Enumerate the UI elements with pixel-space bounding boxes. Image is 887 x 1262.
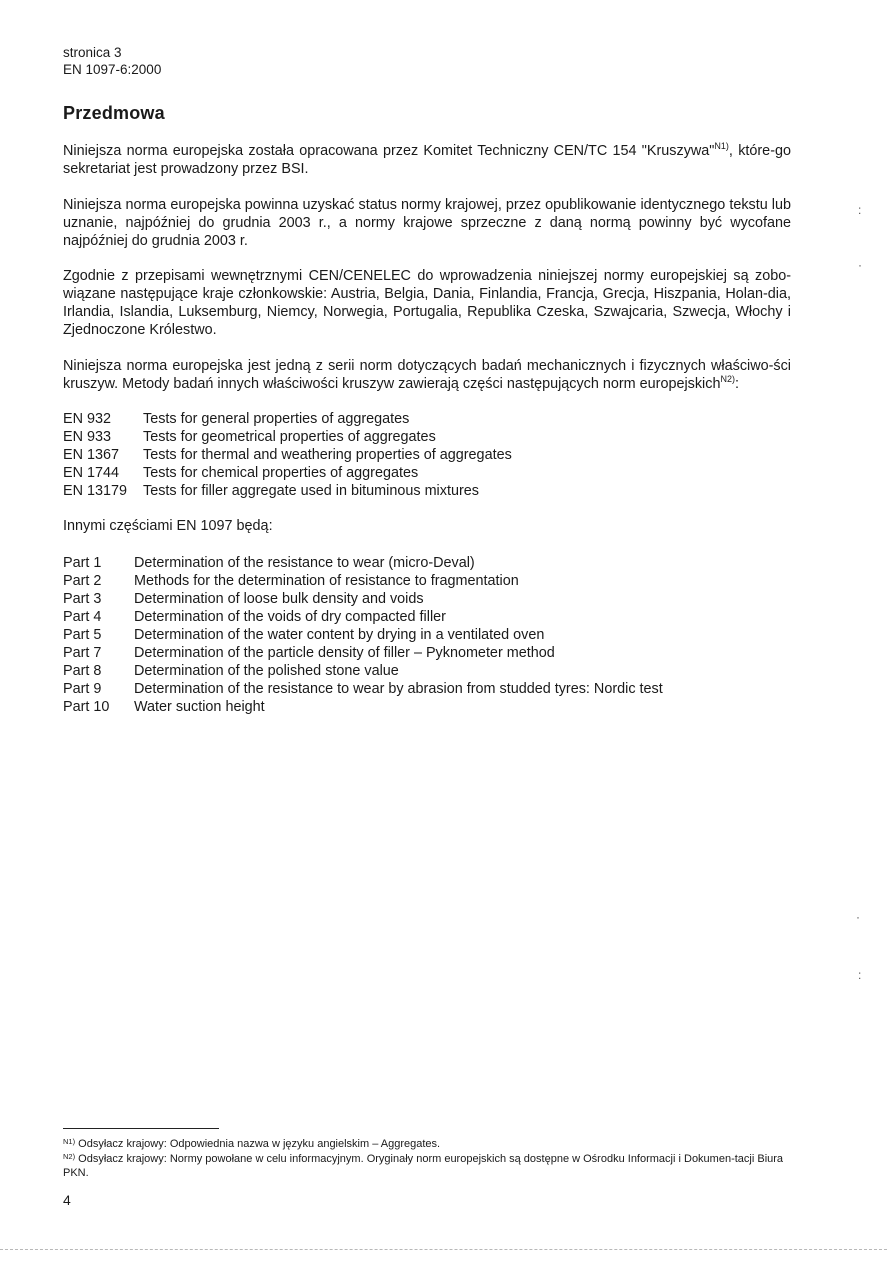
footnote-mark: N1) [63, 1137, 76, 1146]
list-item [63, 608, 663, 626]
part-title: Determination of loose bulk density and voids [134, 591, 424, 607]
section-heading: Przedmowa [63, 103, 165, 123]
list-item [63, 572, 663, 590]
scan-speck: : [858, 203, 862, 217]
scan-speck: : [858, 968, 862, 982]
standard-title: Tests for thermal and weathering properties of aggregates [143, 447, 512, 463]
parts-intro: Innymi częściami EN 1097 będą: [63, 518, 273, 534]
part-code: Part 5 [63, 627, 102, 643]
parts-list [63, 554, 663, 716]
part-title: Determination of the water content by drying in a ventilated oven [134, 627, 545, 643]
paragraph-4-tail: : [734, 376, 739, 392]
part-code: Part 9 [63, 681, 102, 697]
paragraph-2: Niniejsza norma europejska powinna uzyskać status normy krajowej, przez opublikowanie identycznego tekstu lub uznanie, najpóźniej do grudnia 2003 r., a normy krajowe sprzeczne z daną normą powinny być wycofane najpóźniej do grudnia 2003 r. [63, 197, 791, 249]
part-code: Part 2 [63, 573, 102, 589]
scan-speck: · [856, 910, 860, 924]
part-title: Determination of the resistance to wear by abrasion from studded tyres: Nordic test [134, 681, 663, 697]
standard-code: EN 1367 [63, 447, 120, 463]
page-header [63, 44, 161, 78]
list-item [63, 626, 663, 644]
scan-edge-line [0, 1249, 887, 1250]
list-item [63, 680, 663, 698]
part-title: Determination of the resistance to wear (micro-Deval) [134, 555, 475, 571]
part-code: Part 4 [63, 609, 102, 625]
paragraph-3: Zgodnie z przepisami wewnętrznymi CEN/CENELEC do wprowadzenia niniejszej normy europejskiej są zobo-wiązane następujące kraje członkowskie: Austria, Belgia, Dania, Finlandia, Francja, Grecja, Hiszpania, Holan-dia, Irlandia, Islandia, Luksemburg, Niemcy, Norwegia, Portugalia, Republika Czeska, Szwajcaria, Szwecja, Włochy i Zjednoczone Królestwo. [63, 268, 791, 338]
scan-speck: · [858, 258, 862, 272]
standard-code: EN 1744 [63, 465, 120, 481]
footnotes [63, 1137, 791, 1181]
part-code: Part 3 [63, 591, 102, 607]
paragraph-1-tail: , które-go sekretariat jest prowadzony przez BSI. [63, 143, 791, 177]
part-title: Determination of the particle density of filler – Pyknometer method [134, 645, 555, 661]
part-code: Part 7 [63, 645, 102, 661]
footnote-n1 [63, 1137, 791, 1152]
list-item [63, 554, 663, 572]
paragraph-4-text: Niniejsza norma europejska jest jedną z serii norm dotyczących badań mechanicznych i fizycznych właściwo-ści kruszyw. Metody badań innych właściwości kruszyw zawierają części następujących norm europejskich [63, 358, 791, 392]
footnote-ref-n1: N1) [714, 141, 729, 151]
standard-code: EN 933 [63, 429, 111, 445]
part-title: Water suction height [134, 699, 265, 715]
part-title: Methods for the determination of resistance to fragmentation [134, 573, 519, 589]
part-code: Part 1 [63, 555, 102, 571]
list-item [63, 464, 512, 482]
part-title: Determination of the voids of dry compacted filler [134, 609, 446, 625]
standard-code: EN 932 [63, 411, 111, 427]
standard-title: Tests for geometrical properties of aggregates [143, 429, 436, 445]
footnote-ref-n2: N2) [720, 374, 735, 384]
part-title: Determination of the polished stone value [134, 663, 399, 679]
standard-title: Tests for chemical properties of aggregates [143, 465, 419, 481]
footnote-n2 [63, 1152, 791, 1181]
paragraph-1-text: Niniejsza norma europejska została opracowana przez Komitet Techniczny CEN/TC 154 "Kruszywa" [63, 143, 715, 159]
en-standards-list [63, 410, 512, 500]
list-item [63, 446, 512, 464]
standard-id: EN 1097-6:2000 [63, 62, 162, 77]
footnote-text: Odsyłacz krajowy: Normy powołane w celu informacyjnym. Oryginały norm europejskich są dostępne w Ośrodku Informacji i Dokumen-tacji Biura PKN. [63, 1152, 784, 1179]
list-item [63, 698, 663, 716]
footnote-text: Odsyłacz krajowy: Odpowiednia nazwa w języku angielskim – Aggregates. [78, 1138, 441, 1150]
footnote-mark: N2) [63, 1151, 76, 1161]
standard-title: Tests for general properties of aggregates [143, 411, 410, 427]
part-code: Part 8 [63, 663, 102, 679]
page-label: stronica 3 [63, 45, 122, 60]
list-item [63, 590, 663, 608]
standard-title: Tests for filler aggregate used in bituminous mixtures [143, 483, 479, 499]
paragraph-4 [63, 357, 791, 393]
part-code: Part 10 [63, 699, 110, 715]
page-number: 4 [63, 1192, 71, 1208]
list-item [63, 428, 512, 446]
list-item [63, 644, 663, 662]
list-item [63, 482, 512, 500]
standard-code: EN 13179 [63, 483, 128, 499]
list-item [63, 410, 512, 428]
footnote-divider [63, 1128, 219, 1129]
paragraph-1 [63, 142, 791, 178]
list-item [63, 662, 663, 680]
